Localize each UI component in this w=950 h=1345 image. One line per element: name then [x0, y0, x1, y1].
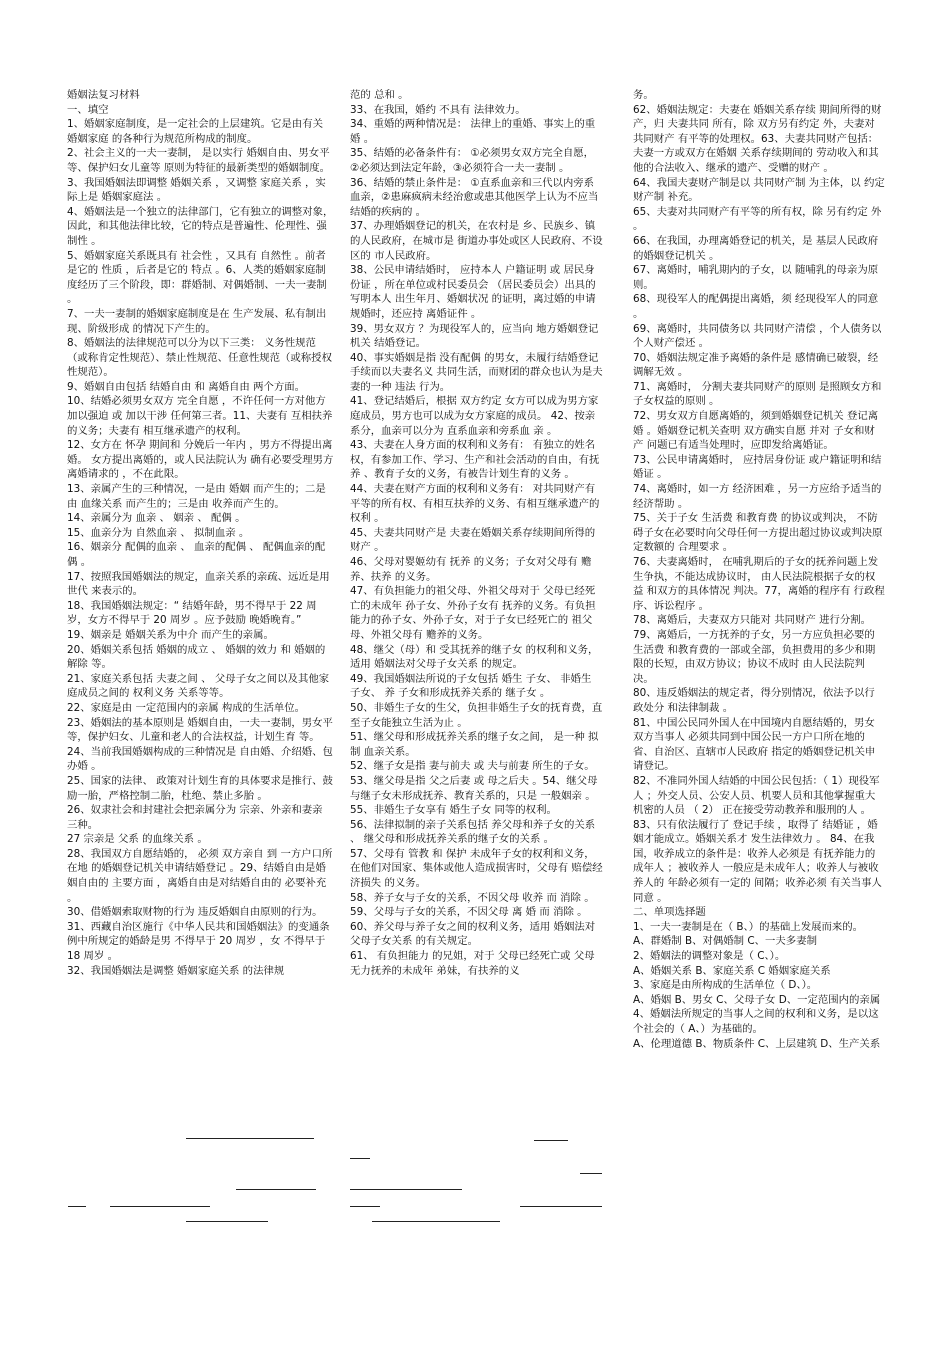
question-50: 50、非婚生子女的生父，负担非婚生子女的抚育费，直至子女能独立生活为止 。: [350, 701, 603, 729]
choice-question-4: 4、婚姻法所规定的当事人之间的权利和义务，是以这个社会的（ A、）为基础的。: [633, 1008, 879, 1035]
question-36: 36、结婚的禁止条件是： ①直系血亲和三代以内旁系血亲，②患麻疯病未经治愈或患其他医学上认为不应当结婚的疾病的 。: [350, 176, 599, 218]
blank-rule: [186, 1221, 268, 1222]
question-45: 45、夫妻共同财产是 夫妻在婚姻关系存续期间所得的财产 。: [350, 526, 596, 554]
question-71: 71、离婚时， 分割夫妻共同财产的原则 是照顾女方和子女权益的原则 。: [633, 380, 882, 408]
question-82: 82、不准同外国人结婚的中国公民包括：（ 1）现役军人 ；外交人员、公安人员、机要人员和其他掌握重大机密的人员 （ 2） 正在接受劳动教养和服刑的人 。: [633, 774, 880, 817]
choice-options-4: A、伦理道德 B、物质条件 C、上层建筑 D、生产关系: [633, 1037, 881, 1050]
question-80: 80、违反婚姻法的规定者，得分别情况，依法予以行政处分 和法律制裁 。: [633, 687, 875, 714]
question-69: 69、离婚时，共同债务以 共同财产清偿 ，个人债务以个人财产偿还 。: [633, 322, 882, 350]
blank-rule: [186, 1138, 314, 1139]
question-37: 37、办理婚姻登记的机关，在农村是 乡、民族乡、镇 的人民政府，在城市是 街道办事处或区人民政府、不设区的 市人民政府。: [350, 220, 603, 262]
question-60: 60、养父母与养子女之间的权利义务，适用 婚姻法对父母子女关系 的有关规定。: [350, 920, 596, 948]
section-heading-fill-blank: 一、填空: [67, 103, 109, 116]
question-28-29: 28、我国双方自愿结婚的， 必须 双方亲自 到 一方户口所在地 的婚姻登记机关申请结婚登记 。29、结婚自由是婚姻自由的 主要方面 ，离婚自由是对结婚自由的 必要补充 。: [67, 847, 333, 904]
question-51: 51、继父母和形成抚养关系的继子女之间， 是一种 拟制 血亲关系。: [350, 731, 599, 758]
question-13: 13、亲属产生的三种情况，一是由 婚姻 而产生的；二是由 血缘关系 而产生的；三是由 收养而产生的。: [67, 483, 326, 510]
question-22: 22、家庭是由 一定范围内的亲属 构成的生活单位。: [67, 701, 306, 714]
question-55: 55、非婚生子女享有 婚生子女 同等的权利。: [350, 804, 557, 817]
question-39: 39、男女双方 ？为现役军人的，应当向 地方婚姻登记机关 结婚登记。: [350, 322, 599, 350]
question-44: 44、夫妻在财产方面的权利和义务有： 对共同财产有平等的所有权、有相互扶养的义务、有相互继承遗产的权利 。: [350, 483, 600, 525]
choice-options-3: A、婚姻 B、男女 C、父母子女 D、一定范围内的亲属: [633, 993, 881, 1006]
question-78: 78、离婚后，夫妻双方只能对 共同财产 进行分割。: [633, 614, 872, 627]
question-52: 52、继子女是指 妻与前夫 或 夫与前妻 所生的子女。: [350, 760, 595, 773]
question-19: 19、姻亲是 婚姻关系为中介 而产生的亲属。: [67, 628, 274, 641]
question-18: 18、我国婚姻法规定：“ 结婚年龄，男不得早于 22 周岁，女方不得早于 20 周岁 。应予鼓励 晚婚晚育。”: [67, 599, 317, 627]
doc-title: 婚姻法复习材料: [67, 89, 140, 101]
question-49: 49、我国婚姻法所说的子女包括 婚生 子女、 非婚生 子女、 养 子女和形成抚养关系的 继子女 。: [350, 672, 595, 700]
question-61-cont: 务。: [633, 89, 654, 101]
question-61: 61、 有负担能力 的兄姐，对于 父母已经死亡或 父母无力抚养的未成年 弟妹，有扶养的义: [350, 950, 595, 977]
question-38: 38、公民申请结婚时， 应持本人 户籍证明 或 居民身份证 ，所在单位或村民委员会 （居民委员会）出具的写明本人 出生年月、婚姻状况 的证明，离过婚的申请规婚时，还应持 离婚证件 。: [350, 264, 596, 320]
question-72: 72、男女双方自愿离婚的，须到婚姻登记机关 登记离婚 。婚姻登记机关查明 双方确实自愿 并对 子女和财产 问题已有适当处理时，应即发给离婚证。: [633, 410, 879, 452]
question-57: 57、父母有 管教 和 保护 未成年子女的权利和义务，在他们对国家、集体或他人造成损害时，父母有 赔偿经济损失 的义务。: [350, 847, 603, 890]
blank-rule: [68, 1206, 86, 1207]
choice-question-1: 1、一夫一妻制是在（ B、）的基础上发展而来的。: [633, 920, 864, 933]
question-58: 58、养子女与子女的关系，不因父母 收养 而 消除 。: [350, 891, 595, 904]
question-7: 7、一夫一妻制的婚姻家庭制度是在 生产发展、私有制出现、阶级形成 的情况下产生的。: [67, 307, 327, 335]
question-34: 34、重婚的两种情况是： 法律上的重婚、事实上的重婚 。: [350, 118, 596, 145]
blank-rule: [580, 1173, 602, 1174]
question-27: 27 宗亲是 父系 的血缘关系 。: [67, 833, 208, 846]
question-8: 8、婚姻法的法律规范可以分为以下三类： 义务性规范（或称肯定性规范）、禁止性规范、任意性规范（或称授权性规范）。: [67, 337, 332, 379]
blank-rule: [110, 1206, 210, 1207]
section-heading-single-choice: 二、单项选择题: [633, 906, 706, 919]
choice-question-2: 2、婚姻法的调整对象是（ C、）。: [633, 950, 786, 963]
question-2: 2、社会主义的一夫一妻制， 是以实行 婚姻自由、男女平等、保护妇女儿童等 原则为特征的最新类型的婚姻制度。: [67, 147, 331, 174]
question-32-cont: 范的 总和 。: [350, 89, 409, 101]
question-23: 23、婚姻法的基本原则是 婚姻自由，一夫一妻制，男女平等，保护妇女、儿童和老人的合法权益，计划生育 等。: [67, 716, 333, 744]
question-70: 70、婚姻法规定准予离婚的条件是 感情确已破裂，经调解无效 。: [633, 351, 879, 379]
question-26: 26、奴隶社会和封建社会把亲属分为 宗亲、外亲和妻亲 三种。: [67, 804, 326, 831]
question-35: 35、结婚的必备条件有： ①必须男女双方完全自愿，②必须达到法定年龄，③必须符合一夫一妻制 。: [350, 147, 595, 174]
question-10-11: 10、结婚必须男女双方 完全自愿 ，不许任何一方对他方 加以强迫 或 加以干涉 任何第三者。11、夫妻有 互相扶养 的义务；夫妻有 相互继承遗产的权利。: [67, 395, 336, 437]
question-65: 65、夫妻对共同财产有平等的所有权，除 另有约定 外 。: [633, 205, 885, 233]
question-64: 64、我国夫妻财产制是以 共同财产制 为主体，以 约定财产制 补充。: [633, 176, 885, 204]
blank-rule: [372, 1221, 500, 1222]
question-14: 14、亲属分为 血亲 、 姻亲 、 配偶 。: [67, 512, 246, 525]
question-32: 32、我国婚姻法是调整 婚姻家庭关系 的法律规: [67, 964, 285, 977]
question-81: 81、中国公民同外国人在中国境内自愿结婚的，男女双方当事人 必须共同到中国公民一方户口所在地的省、自治区、直辖市人民政府 指定的婚姻登记机关申请登记。: [633, 716, 876, 773]
question-56: 56、法律拟制的亲子关系包括 养父母和养子女的关系 、 继父母和形成抚养关系的继子女的关系 。: [350, 818, 599, 846]
question-48: 48、继父（母）和 受其抚养的继子女 的权利和义务，适用 婚姻法对父母子女关系 的规定。: [350, 643, 599, 671]
question-47: 47、有负担能力的祖父母、外祖父母对于 父母已经死亡的未成年 孙子女、外孙子女有 抚养的义务。有负担能力的孙子女、外孙子女，对于子女已经死亡的 祖父母、外祖父母有 赡养的义务。: [350, 585, 596, 641]
question-20: 20、婚姻关系包括 婚姻的成立 、 婚姻的效力 和 婚姻的解除 等。: [67, 643, 326, 671]
column-right: [633, 88, 885, 1051]
question-59: 59、父母与子女的关系，不因父母 离 婚 而 消除 。: [350, 906, 588, 919]
question-76-77: 76、夫妻离婚时， 在哺乳期后的子女的抚养问题上发生争执，不能达成协议时， 由人民法院根据子女的权益 和双方的具体情况 判决。77，离婚的程序有 行政程序、诉讼程序 。: [633, 556, 885, 612]
question-33: 33、在我国，婚约 不具有 法律效力。: [350, 103, 526, 116]
column-middle: [350, 88, 603, 978]
question-25: 25、国家的法律、 政策对计划生育的具体要求是推行、鼓励一胎，严格控制二胎，杜绝、禁止多胎 。: [67, 774, 333, 802]
question-4: 4、婚姻法是一个独立的法律部门，它有独立的调整对象，因此，和其他法律比较，它的特点是普遍性、伦理性、强制性 。: [67, 205, 334, 247]
question-68: 68、现役军人的配偶提出离婚，须 经现役军人的同意 。: [633, 293, 882, 320]
question-3: 3、我国婚姻法即调整 婚姻关系 ，又调整 家庭关系 ，实际上是 婚姻家庭法 。: [67, 176, 326, 204]
question-40: 40、事实婚姻是指 没有配偶 的男女，未履行结婚登记 手续而以夫妻名义 共同生活，而财团的群众也认为是夫妻的一种 违法 行为。: [350, 351, 603, 393]
column-left: [67, 88, 335, 978]
blank-rule: [350, 1206, 380, 1207]
question-75: 75、关于子女 生活费 和教育费 的协议或判决， 不防碍子女在必要时向父母任何一方提出超过协议或判决原定数额的 合理要求 。: [633, 512, 883, 554]
question-24: 24、当前我国婚姻构成的三种情况是 自由婚、介绍婚、包办婚 。: [67, 745, 333, 773]
blank-rule: [520, 1206, 602, 1207]
choice-options-2: A、婚姻关系 B、家庭关系 C 婚姻家庭关系: [633, 964, 831, 977]
question-43: 43、夫妻在人身方面的权利和义务有： 有独立的姓名权，有参加工作、学习、生产和社会活动的自由，有抚养 、教育子女的义务，有被告计划生育的义务 。: [350, 439, 600, 481]
question-12: 12、女方在 怀孕 期间和 分娩后一年内 ，男方不得提出离婚。 女方提出离婚的，或人民法院认为 确有必要受理男方离婚请求的 ，不在此限。: [67, 439, 334, 481]
blank-rule: [350, 1189, 462, 1190]
question-74: 74、离婚时，如一方 经济困难 ，另一方应给予适当的经济帮助 。: [633, 483, 882, 510]
question-9: 9、婚姻自由包括 结婚自由 和 离婚自由 两个方面。: [67, 380, 306, 393]
question-83-84: 83、只有依法履行了 登记手续 ，取得了 结婚证 ，婚姻才能成立。婚姻关系才 发生法律效力 。 84、在我国，收养成立的条件是：收养人必须是 有抚养能力的成年人 ；被收养人 一般应是未成年人；收养人与被收养人的 年龄必须有一定的 间隔；收养必须 有关当事人 同意 。: [633, 818, 886, 904]
blank-rule: [350, 1158, 370, 1159]
question-1: 1、婚姻家庭制度，是一定社会的上层建筑。它是由有关 婚姻家庭 的各种行为规范所构成的制度。: [67, 118, 327, 145]
question-21: 21、家庭关系包括 夫妻之间 、 父母子女之间以及其他家庭成员之间的 权利义务 关系等等。: [67, 672, 330, 700]
question-62-63: 62、婚姻法规定：夫妻在 婚姻关系存续 期间所得的财产，归 夫妻共同 所有，除 双方另有约定 外，夫妻对 共同财产 有平等的处理权。63、夫妻共同财产包括：夫妻一方或双方在婚姻 关系存续期间的 劳动收入和其他的合法收入、继承的遗产、受赠的财产 。: [633, 103, 882, 174]
question-30: 30、借婚姻索取财物的行为 违反婚姻自由原则的行为。: [67, 906, 323, 919]
question-31: 31、西藏自治区施行《中华人民共和国婚姻法》的变通条例中所规定的婚龄是男 不得早于 20 周岁 ，女 不得早于 18 周岁 。: [67, 920, 330, 963]
choice-options-1: A、群婚制 B、对偶婚制 C、一夫多妻制: [633, 935, 817, 948]
question-53-54: 53、继父母是指 父之后妻 或 母之后夫 。54、继父母与继子女未形成抚养、教育关系的，只是 一般姻亲 。: [350, 774, 598, 802]
question-16: 16、姻亲分 配偶的血亲 、 血亲的配偶 、 配偶血亲的配偶 。: [67, 541, 326, 568]
question-5-6: 5、婚姻家庭关系既具有 社会性 ，又具有 自然性 。前者是它的 性质 ，后者是它的 特点 。6、人类的婚姻家庭制度经历了三个阶段，即：群婚制、对偶婚制、一夫一妻制 。: [67, 249, 331, 306]
blank-rule: [236, 1189, 316, 1190]
question-67: 67、离婚时，哺乳期内的子女，以 随哺乳的母亲为原则。: [633, 264, 879, 291]
question-41-42: 41、登记结婚后，根据 双方约定 女方可以成为男方家庭成员，男方也可以成为女方家庭的成员。 42、按亲系分，血亲可以分为 直系血亲和旁系血 亲 。: [350, 395, 599, 437]
question-46: 46、父母对婴姬幼有 抚养 的义务；子女对父母有 赡养、扶养 的义务。: [350, 556, 592, 583]
question-66: 66、在我国，办理离婚登记的机关，是 基层人民政府的婚姻登记机关 。: [633, 234, 879, 262]
question-79: 79、离婚后，一方抚养的子女，另一方应负担必要的生活费 和教育费的一部或全部，负担费用的多少和期限的长短，由双方协议；协议不成时 由人民法院判决。: [633, 628, 876, 685]
blank-rule: [534, 1140, 568, 1141]
question-15: 15、血亲分为 自然血亲 、 拟制血亲 。: [67, 526, 250, 539]
choice-question-3: 3、家庭是由所构成的生活单位（ D、）。: [633, 979, 818, 992]
question-17: 17、按照我国婚姻法的规定，血亲关系的亲疏、远近是用 世代 来表示的。: [67, 570, 333, 598]
question-73: 73、公民申请离婚时， 应持居身份证 或户籍证明和结婚证 。: [633, 453, 882, 481]
